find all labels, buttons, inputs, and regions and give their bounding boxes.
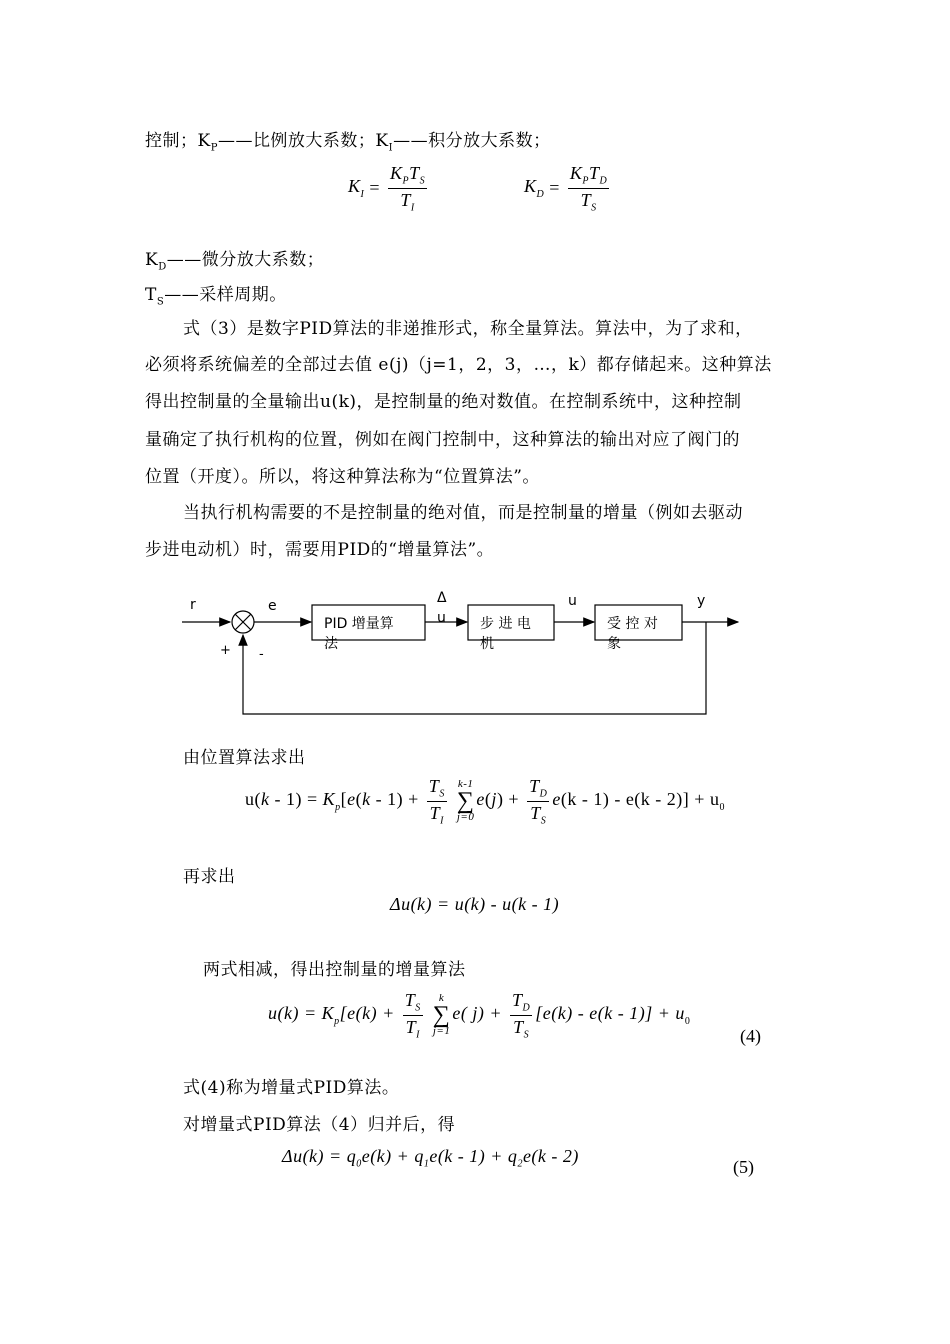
block-pid-label-b: 法 xyxy=(324,636,338,652)
label-delta: Δ xyxy=(437,590,447,606)
eqp-u0: 0 xyxy=(719,801,725,813)
label-minus: - xyxy=(259,647,264,662)
eq5-p1: e(k) + q xyxy=(361,1146,424,1166)
eq4-sum xyxy=(433,993,451,1037)
eqp-kp-sub: p xyxy=(335,801,341,813)
paragraph1-line5: 位置（开度）。所以，将这种算法称为“位置算法”。 xyxy=(145,467,540,487)
eqp-ts: T xyxy=(428,776,440,796)
kd-num-t: T xyxy=(589,163,600,183)
block-plant-label-a: 受 控 对 xyxy=(607,616,658,632)
ts-sub: S xyxy=(156,296,165,308)
equation-5 xyxy=(282,1146,579,1170)
eqp-sum-sym: ∑ xyxy=(456,788,475,815)
eqp-sum-top: k-1 xyxy=(457,778,474,791)
text-eq4-name: 式(4)称为增量式PID算法。 xyxy=(183,1078,400,1098)
eqp-k2: k xyxy=(362,789,371,810)
eqp-frac-ts-ti xyxy=(427,776,447,826)
ts-t: T xyxy=(145,285,157,305)
ki-fraction xyxy=(388,163,427,213)
block-motor-label-b: 机 xyxy=(480,636,494,652)
equation-4-number: (4) xyxy=(740,1026,761,1046)
eqp-paren: ( xyxy=(355,789,363,810)
eq4-td-sub: D xyxy=(522,1002,531,1014)
text-subtract: 两式相减，得出控制量的增量算法 xyxy=(203,960,466,980)
formula-kd: $K_D$ = $\frac{K_PT_D}{T_S}$ xyxy=(524,163,608,214)
ki-num-k: K xyxy=(390,163,403,183)
label-e: e xyxy=(268,598,277,614)
kd-k: K xyxy=(145,250,159,270)
text-control: 控制；K xyxy=(145,131,211,151)
block-motor-label-a: 步 进 电 xyxy=(480,616,531,632)
block-pid-label-a: PID 增量算 xyxy=(324,616,394,632)
eqp-k: k xyxy=(261,789,270,810)
label-y: y xyxy=(697,593,706,609)
ki-num-sub: P xyxy=(402,175,410,187)
kd-text: ——微分放大系数； xyxy=(166,250,325,270)
eq4-frac-ts-ti xyxy=(403,990,423,1040)
eqp-ts2-sub: S xyxy=(540,815,547,827)
eqp-e1: e xyxy=(347,789,356,810)
eq4-ts: T xyxy=(404,990,416,1010)
eqp-frac-td-ts xyxy=(527,776,549,826)
eqp-lhs: u( xyxy=(245,789,261,810)
text-again: 再求出 xyxy=(183,867,236,887)
eqp-ej: e xyxy=(476,789,485,810)
eq4-frac-td-ts xyxy=(510,990,532,1040)
ki-num-t: T xyxy=(409,163,420,183)
label-plus: + xyxy=(220,643,231,658)
eq4-ti: T xyxy=(405,1016,417,1037)
ki-lhs-sub: I xyxy=(360,188,365,200)
eqp-ti: T xyxy=(429,802,441,823)
equation-position: $u(k - 1) = K_p[e(k - 1)$ + $\frac{T_S}{T_I}$ k-1 ∑ j=0e(j) + $\frac{T_D}{T_S}$ $e(k - 1) - e(k - 2)] + u_0$ xyxy=(245,776,725,827)
eqp-td: T xyxy=(529,776,540,796)
kd-lhs: K xyxy=(524,176,537,197)
paragraph2-line2: 步进电动机）时，需要用PID的“增量算法”。 xyxy=(145,540,495,560)
kd-fraction xyxy=(568,163,609,213)
kd-num2-sub: D xyxy=(599,175,608,187)
eq5-p3: e(k - 2) xyxy=(522,1146,579,1166)
eq4-head: u(k) = K xyxy=(268,1003,335,1024)
eqp-rest1: - 1) = xyxy=(269,789,318,810)
pid-block-diagram xyxy=(0,580,950,730)
eq4-td: T xyxy=(512,990,523,1010)
eq5-q2: 2 xyxy=(517,1158,523,1170)
eqp-bracket: [ xyxy=(340,789,348,810)
block-plant-label-b: 象 xyxy=(607,636,621,652)
paragraph1-line4: 量确定了执行机构的位置，例如在阀门控制中，这种算法的输出对应了阀门的 xyxy=(145,430,740,450)
ts-text: ——采样周期。 xyxy=(164,285,287,305)
eq4-ej: e( j) + xyxy=(452,1003,503,1024)
eqp-t3: - 1) + xyxy=(370,789,419,810)
eq4-ti-sub: I xyxy=(416,1029,420,1041)
paragraph1-line3: 得出控制量的全量输出u(k)，是控制量的绝对数值。在控制系统中，这种控制 xyxy=(145,392,742,412)
text-ki-def: ——积分放大系数； xyxy=(393,131,551,151)
ki-den-sub: I xyxy=(410,202,415,214)
eq4-ts2-sub: S xyxy=(523,1029,530,1041)
kd-num-k: K xyxy=(569,163,583,183)
eqp-kp: K xyxy=(322,789,336,810)
eq5-head: Δu(k) = q xyxy=(282,1146,357,1166)
eqp-ti-sub: I xyxy=(440,815,444,827)
ki-den-t: T xyxy=(400,189,411,210)
eq5-p2: e(k - 1) + q xyxy=(429,1146,518,1166)
label-r: r xyxy=(190,597,196,613)
eqp-sum xyxy=(457,779,475,823)
equation-delta-u: Δu(k) = u(k) - u(k - 1) xyxy=(390,894,560,914)
eq4-mid: [e(k) + xyxy=(339,1003,395,1024)
text-position-algorithm: 由位置算法求出 xyxy=(183,748,306,768)
kd-den-t: T xyxy=(580,189,592,210)
text-kp-def: ——比例放大系数；K xyxy=(217,131,389,151)
eq4-tail: [e(k) - e(k - 1)] + u xyxy=(535,1003,685,1024)
eq5-q1: 1 xyxy=(423,1158,430,1170)
kd-num-sub: P xyxy=(582,175,590,187)
formula-ki: $K_I$ = $\frac{K_PT_S}{T_I}$ xyxy=(348,163,426,214)
eq4-u0: 0 xyxy=(684,1015,691,1027)
paragraph1-line2: 必须将系统偏差的全部过去值 e(j)（j=1，2，3，…，k）都存储起来。这种算法 xyxy=(145,355,772,375)
eqp-tail: (k - 1) - e(k - 2)] + u xyxy=(560,789,720,810)
definition-kp-ki xyxy=(145,126,551,153)
definition-ts xyxy=(145,280,287,307)
kd-den-sub: S xyxy=(591,202,597,214)
eqp-sum-bot: j=0 xyxy=(456,811,475,824)
ki-lhs: K xyxy=(348,176,361,197)
eqp-plus: ) + xyxy=(496,789,520,810)
eq4-sum-sym: ∑ xyxy=(432,1002,451,1029)
equation-5-number: (5) xyxy=(733,1157,754,1177)
equation-4 xyxy=(268,990,690,1040)
kd-sub: D xyxy=(158,261,167,273)
label-u: u xyxy=(568,593,577,609)
ki-num2-sub: S xyxy=(419,175,426,187)
label-delta-u: u xyxy=(437,610,446,626)
paragraph1-line1: 式（3）是数字PID算法的非递推形式，称全量算法。算法中，为了求和， xyxy=(183,319,753,339)
eq4-sum-top: k xyxy=(438,992,445,1005)
paragraph2-line1: 当执行机构需要的不是控制量的绝对值，而是控制量的增量（例如去驱动 xyxy=(183,503,743,523)
eq4-ts-sub: S xyxy=(415,1002,421,1014)
eqp-td-sub: D xyxy=(539,788,548,800)
definition-kd xyxy=(145,245,324,272)
eq5-q0: 0 xyxy=(356,1158,362,1170)
kd-lhs-sub: D xyxy=(536,188,545,200)
summing-junction xyxy=(232,611,254,633)
eq4-sum-bot: j=1 xyxy=(432,1025,451,1038)
eqp-j: j xyxy=(491,789,497,810)
eqp-ts2: T xyxy=(530,802,541,823)
eq4-ts2: T xyxy=(513,1016,524,1037)
eq4-kp-sub: p xyxy=(334,1015,340,1027)
sub-i: I xyxy=(388,142,394,154)
sub-p: P xyxy=(210,142,218,154)
text-merge: 对增量式PID算法（4）归并后，得 xyxy=(183,1115,456,1135)
eqp-ts-sub: S xyxy=(439,788,445,800)
